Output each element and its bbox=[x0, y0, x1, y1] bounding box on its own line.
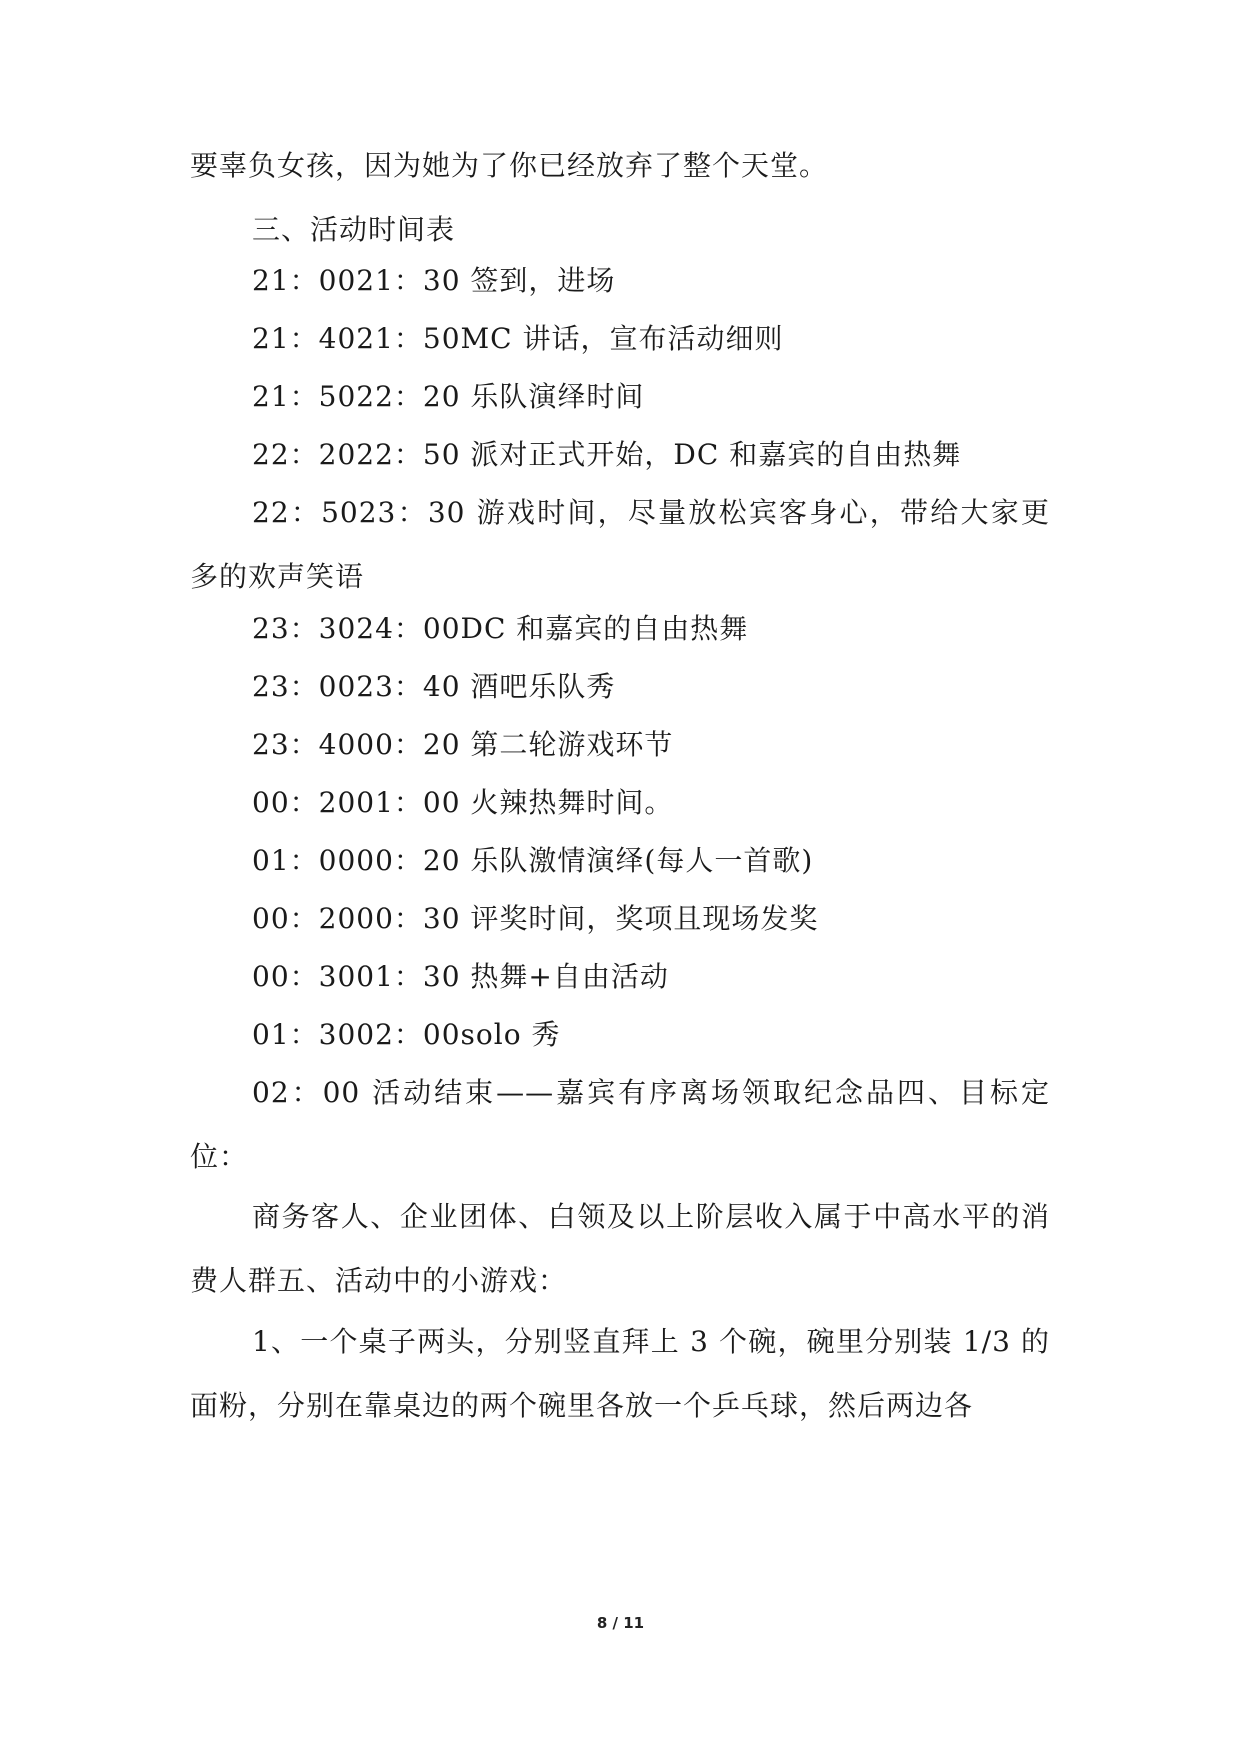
schedule-item: 01：3002：00solo 秀 bbox=[252, 1018, 561, 1051]
schedule-item-end: 02：00 活动结束——嘉宾有序离场领取纪念品四、目标定位： bbox=[190, 1076, 1050, 1173]
paragraph-continuation: 要辜负女孩，因为她为了你已经放弃了整个天堂。 bbox=[190, 149, 829, 182]
schedule-item: 21：5022：20 乐队演绎时间 bbox=[252, 380, 645, 413]
schedule-item: 00：2000：30 评奖时间，奖项且现场发奖 bbox=[252, 902, 819, 935]
schedule-item: 23：0023：40 酒吧乐队秀 bbox=[252, 670, 616, 703]
schedule-item: 00：3001：30 热舞+自由活动 bbox=[252, 960, 669, 993]
schedule-item: 22：5023：30 游戏时间，尽量放松宾客身心，带给大家更多的欢声笑语 bbox=[190, 496, 1050, 593]
game-rule-paragraph: 1、一个桌子两头，分别竖直拜上 3 个碗，碗里分别装 1/3 的面粉，分别在靠桌边的两个碗里各放一个乒乓球，然后两边各 bbox=[190, 1325, 1050, 1422]
schedule-item: 01：0000：20 乐队激情演绎(每人一首歌) bbox=[252, 844, 814, 877]
schedule-item: 22：2022：50 派对正式开始，DC 和嘉宾的自由热舞 bbox=[252, 438, 962, 471]
section-heading-schedule: 三、活动时间表 bbox=[252, 213, 456, 246]
schedule-item: 23：4000：20 第二轮游戏环节 bbox=[252, 728, 674, 761]
target-audience-paragraph: 商务客人、企业团体、白领及以上阶层收入属于中高水平的消费人群五、活动中的小游戏： bbox=[190, 1200, 1050, 1297]
schedule-item: 00：2001：00 火辣热舞时间。 bbox=[252, 786, 674, 819]
schedule-item: 23：3024：00DC 和嘉宾的自由热舞 bbox=[252, 612, 749, 645]
schedule-item: 21：0021：30 签到，进场 bbox=[252, 264, 616, 297]
page-number: 8 / 11 bbox=[596, 1614, 645, 1632]
schedule-item: 21：4021：50MC 讲话，宣布活动细则 bbox=[252, 322, 784, 355]
